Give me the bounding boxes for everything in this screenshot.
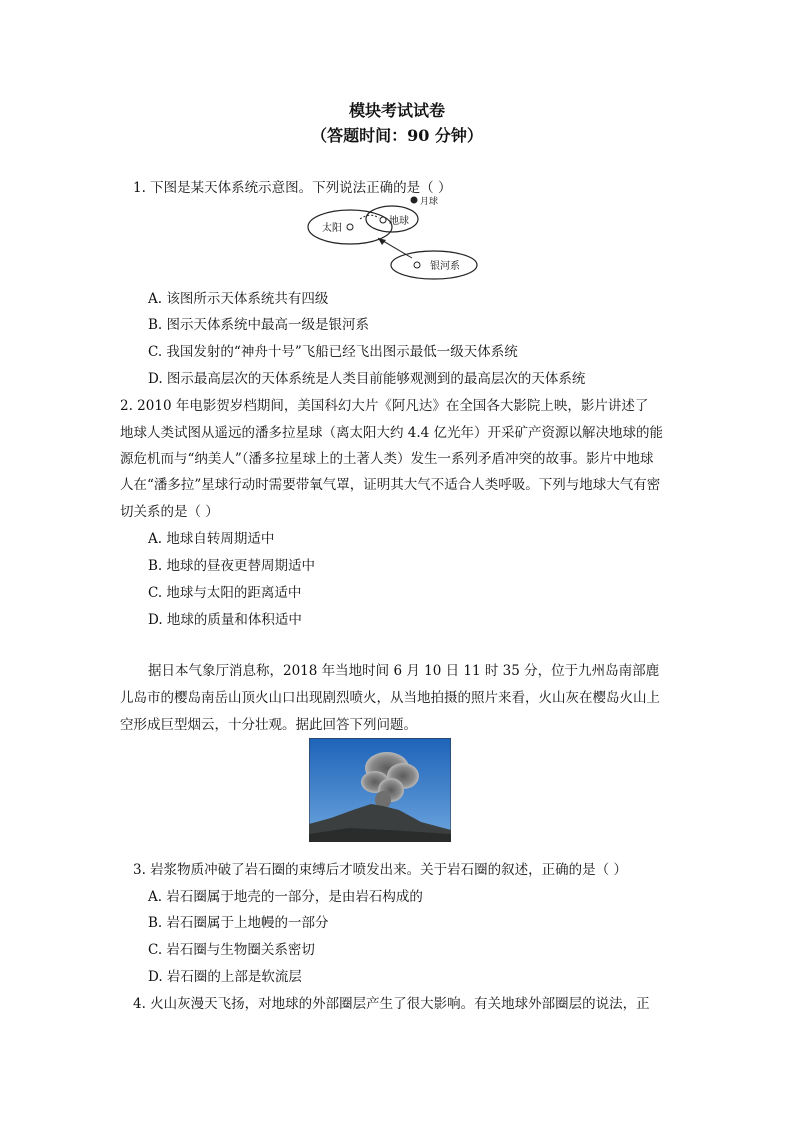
page-title: 模块考试试卷 — [348, 101, 445, 120]
question-3-option-d[interactable]: D. 岩石圈的上部是软流层 — [148, 969, 302, 985]
moon-orbit-arrow — [360, 215, 379, 219]
sun-icon — [347, 224, 353, 230]
passage-line: 儿岛市的樱岛南岳山顶火山口出现剧烈喷火，从当地拍摄的照片来看，火山灰在樱岛火山上 — [120, 690, 660, 706]
question-1-option-d[interactable]: D. 图示最高层次的天体系统是人类目前能够观测到的最高层次的天体系统 — [148, 371, 586, 387]
question-3-option-c[interactable]: C. 岩石圈与生物圈关系密切 — [148, 942, 315, 958]
question-2-line: 2. 2010 年电影贺岁档期间，美国科幻大片《阿凡达》在全国各大影院上映，影片讲述了 — [120, 398, 649, 414]
sun-label: 太阳 — [322, 223, 342, 234]
earth-icon — [380, 217, 386, 223]
earth-label: 地球 — [389, 216, 409, 227]
question-4-stem: 4. 火山灰漫天飞扬，对地球的外部圈层产生了很大影响。有关地球外部圈层的说法，正 — [133, 996, 650, 1012]
question-1-option-c[interactable]: C. 我国发射的“神舟十号”飞船已经飞出图示最低一级天体系统 — [148, 344, 518, 360]
question-2-line: 人在“潘多拉”星球行动时需要带氧气罩，证明其大气不适合人类呼吸。下列与地球大气有密 — [120, 477, 661, 493]
passage-line: 空形成巨型烟云，十分壮观。据此回答下列问题。 — [120, 717, 417, 733]
arrow-head-icon — [378, 238, 386, 245]
moon-icon — [411, 197, 418, 204]
question-2-option-d[interactable]: D. 地球的质量和体积适中 — [148, 612, 302, 628]
question-2-line: 地球人类试图从遥远的潘多拉星球（离太阳大约 4.4 亿光年）开采矿产资源以解决地球的能 — [120, 425, 664, 441]
question-2-line: 切关系的是（ ） — [120, 504, 219, 520]
galaxy-label: 银河系 — [430, 261, 460, 272]
question-2-option-b[interactable]: B. 地球的昼夜更替周期适中 — [148, 558, 316, 574]
question-3-option-a[interactable]: A. 岩石圈属于地壳的一部分，是由岩石构成的 — [148, 889, 423, 905]
question-3-stem: 3. 岩浆物质冲破了岩石圈的束缚后才喷发出来。关于岩石圈的叙述，正确的是（ ） — [133, 862, 627, 878]
celestial-system-diagram — [300, 192, 500, 284]
moon-label: 月球 — [420, 197, 439, 207]
question-2-line: 源危机而与“纳美人”（潘多拉星球上的土著人类）发生一系列矛盾冲突的故事。影片中地球 — [120, 451, 654, 467]
volcano-photo — [309, 738, 451, 842]
question-1-stem: 1. 下图是某天体系统示意图。下列说法正确的是（ ） — [133, 180, 452, 196]
question-3-option-b[interactable]: B. 岩石圈属于上地幔的一部分 — [148, 915, 329, 931]
question-2-option-c[interactable]: C. 地球与太阳的距离适中 — [148, 585, 302, 601]
question-2-option-a[interactable]: A. 地球自转周期适中 — [148, 531, 275, 547]
galaxy-icon — [414, 262, 420, 268]
question-1-option-a[interactable]: A. 该图所示天体系统共有四级 — [148, 291, 329, 307]
page-subtitle: （答题时间：90 分钟） — [311, 126, 483, 145]
question-1-option-b[interactable]: B. 图示天体系统中最高一级是银河系 — [148, 317, 370, 333]
passage-line: 据日本气象厅消息称，2018 年当地时间 6 月 10 日 11 时 35 分，位于九州岛南部鹿 — [148, 663, 660, 679]
